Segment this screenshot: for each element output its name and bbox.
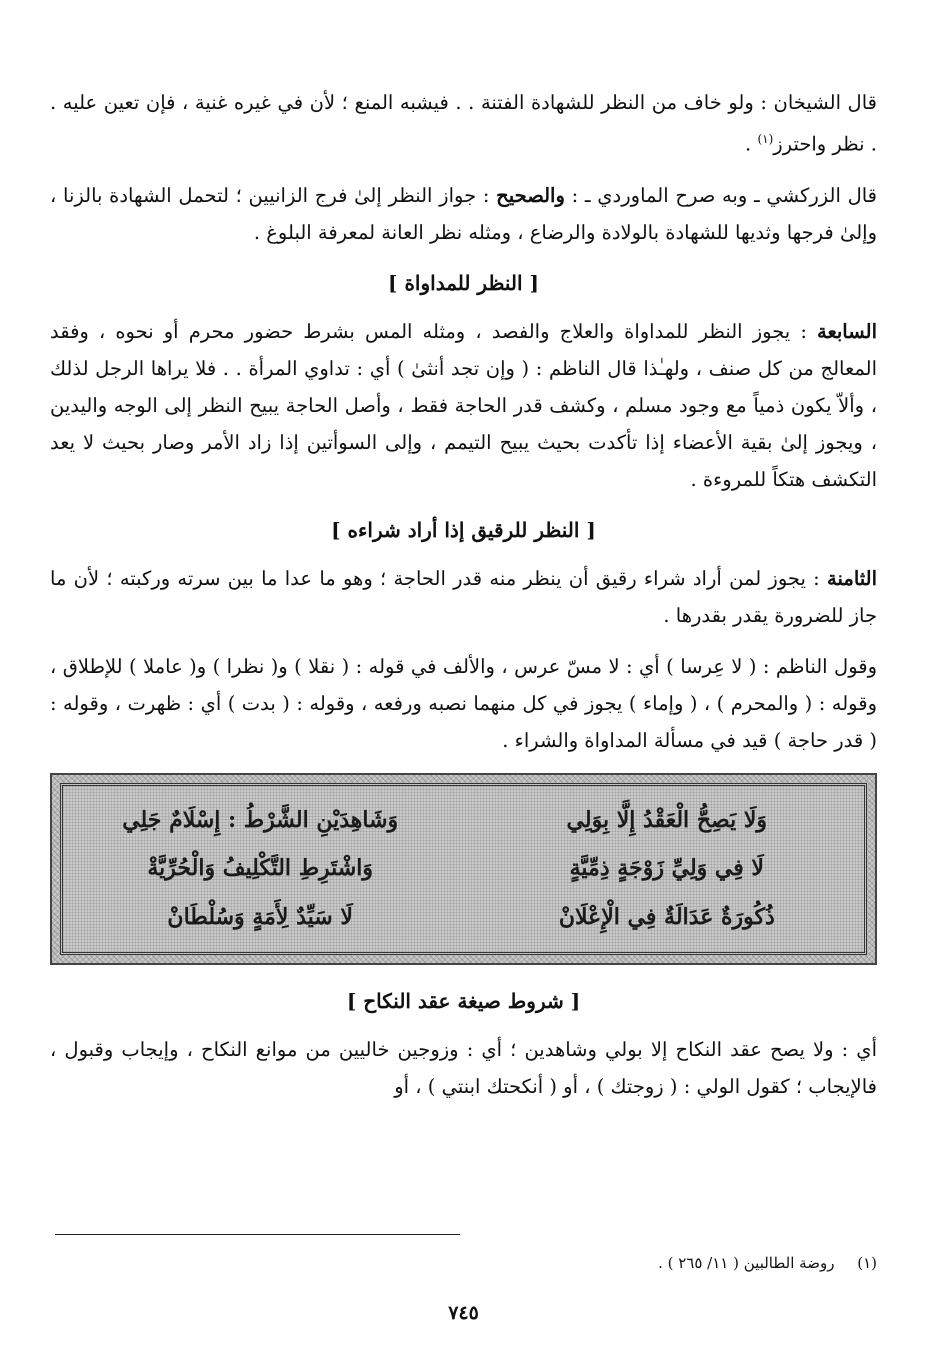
verse-hemistich-left: لَا سَيِّدٌ لِأَمَةٍ وَسُلْطَانْ [167, 904, 353, 931]
paragraph-marriage: أي : ولا يصح عقد النكاح إلا بولي وشاهدين ؛ أي : وزوجين خاليين من موانع النكاح ، وإيجاب وقبول ، فالإيجاب ؛ كقول الولي : ( زوجتك ) ، أو ( أنكحتك ابنتي ) ، أو [50, 1037, 877, 1098]
paragraph-seventh [50, 313, 877, 498]
verse-row [87, 904, 840, 930]
page-body [50, 84, 877, 1119]
paragraph-zarkashi-intro: قال الزركشي ـ وبه صرح الماوردي ـ : [564, 183, 877, 207]
verse-row [87, 855, 840, 881]
paragraph-zarkashi [50, 177, 877, 251]
paragraph-eighth [50, 560, 877, 634]
verse-hemistich-right: ذُكُورَةٌ عَدَالَةٌ فِي الْإِعْلَانْ [558, 904, 775, 931]
paragraph-seventh-text: : يجوز النظر للمداواة والعلاج والفصد ، ومثله المس بشرط حضور محرم أو نحوه ، وفقد المعالج من كل صنف ، ولهـٰذا قال الناظم : ( وإن تجد أنثىٰ ) أي : تداوي المرأة . . فلا يراها الرجل لذلك ، وألاّ يكون ذمياً مع وجود مسلم ، وكشف قدر الحاجة فقط ، وأصل الحاجة يبيح النظر إلى الوجه واليدين ، ويجوز إلىٰ بقية الأعضاء إذا تأكدت بحيث يبيح التيمم ، وإلى السوأتين إذا زاد الأمر وصار بحيث لا يعد التكشف هتكاً للمروءة . [50, 319, 877, 491]
footnote-ref[interactable]: (١) [757, 132, 774, 146]
verse-inner-frame [60, 783, 867, 955]
paragraph-shaykhan [50, 84, 877, 163]
footnote [658, 1254, 877, 1272]
verse-hemistich-right: وَلَا يَصِحُّ الْعَقْدُ إِلَّا بِوَلِي [566, 806, 768, 833]
verse-hemistich-left: وَشَاهِدَيْنِ الشَّرْطُ : إِسْلَامٌ جَلِي [122, 806, 399, 833]
heading-slave-purchase: [ النظر للرقيق إذا أراد شراءه ] [331, 517, 596, 542]
heading-medical-treatment: [ النظر للمداواة ] [388, 270, 539, 295]
verse-row [87, 807, 840, 833]
footnote-divider [55, 1234, 460, 1235]
footnote-text: روضة الطالبين ( ١١/ ٢٦٥ ) . [658, 1254, 835, 1272]
paragraph-eighth-lead: الثامنة [827, 566, 877, 590]
paragraph-zarkashi-lead: والصحيح [496, 183, 565, 207]
paragraph-eighth-text: : يجوز لمن أراد شراء رقيق أن ينظر منه قدر الحاجة ؛ وهو ما عدا ما بين سرته وركبته ؛ لأن ما جاز للضرورة يقدر بقدرها . [50, 566, 877, 627]
paragraph-shaykhan-text: قال الشيخان : ولو خاف من النظر للشهادة الفتنة . . فيشبه المنع ؛ لأن في غيره غنية ، فإن تعين عليه . . نظر واحترز [50, 91, 877, 156]
paragraph-seventh-lead: السابعة [817, 319, 877, 343]
paragraph-shaykhan-end: . [745, 132, 758, 156]
heading-marriage-contract: [ شروط صيغة عقد النكاح ] [346, 988, 581, 1013]
page-number: ٧٤٥ [448, 1302, 479, 1324]
paragraph-nazim: وقول الناظم : ( لا عِرسا ) أي : لا مسّ عرس ، والألف في قوله : ( نقلا ) و( نظرا ) و( عاملا ) للإطلاق ، وقوله : ( والمحرم ) ، ( وإماء ) يجوز في كل منهما نصبه ورفعه ، وقوله : ( بدت ) أي : ظهرت ، وقوله : ( قدر حاجة ) قيد في مسألة المداواة والشراء . [50, 654, 877, 752]
footnote-number: (١) [857, 1254, 877, 1272]
verse-frame [50, 773, 877, 965]
verse-hemistich-right: لَا فِي وَلِيِّ زَوْجَةٍ ذِمِّيَّةٍ [569, 855, 764, 882]
paragraph-zarkashi-text: : جواز النظر إلىٰ فرج الزانيين ؛ لتحمل الشهادة بالزنا ، وإلىٰ فرجها وثديها للشهادة بالولادة والرضاع ، ومثله نظر العانة لمعرفة البلوغ . [50, 183, 877, 244]
verse-hemistich-left: وَاشْتَرِطِ التَّكْلِيفُ وَالْحُرِّيَّةْ [147, 855, 373, 882]
